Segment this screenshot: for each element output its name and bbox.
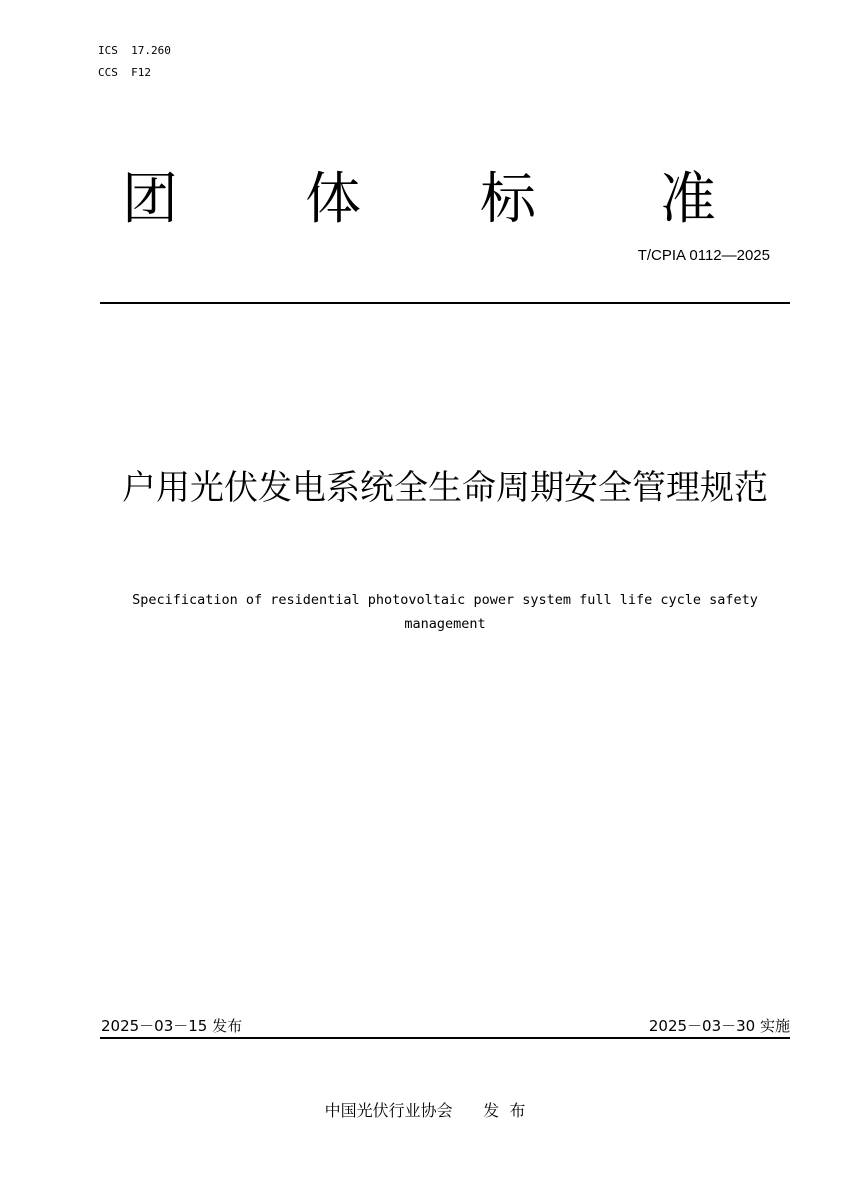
header-divider	[100, 302, 790, 304]
standard-type-char: 体	[305, 167, 361, 232]
implementation-date: 2025－03－30 实施	[648, 1017, 790, 1035]
issue-date: 2025－03－15 发布	[101, 1017, 243, 1035]
ics-code: ICS 17.260	[98, 44, 171, 57]
standard-type-heading	[100, 160, 790, 240]
publisher-line	[0, 1100, 850, 1122]
publisher-organization: 中国光伏行业协会	[324, 1101, 453, 1120]
standard-type-char: 团	[122, 167, 178, 232]
standard-type-char: 标	[480, 167, 536, 232]
standard-number: T/CPIA 0112—2025	[637, 247, 770, 264]
title-english: Specification of residential photovoltaic power system full life cycle safety management	[132, 592, 758, 632]
publisher-action: 发 布	[483, 1101, 526, 1120]
title-chinese: 户用光伏发电系统全生命周期安全管理规范	[122, 468, 768, 508]
footer-divider	[100, 1037, 790, 1039]
standard-type-char: 准	[660, 167, 716, 232]
ccs-code: CCS F12	[98, 66, 151, 79]
